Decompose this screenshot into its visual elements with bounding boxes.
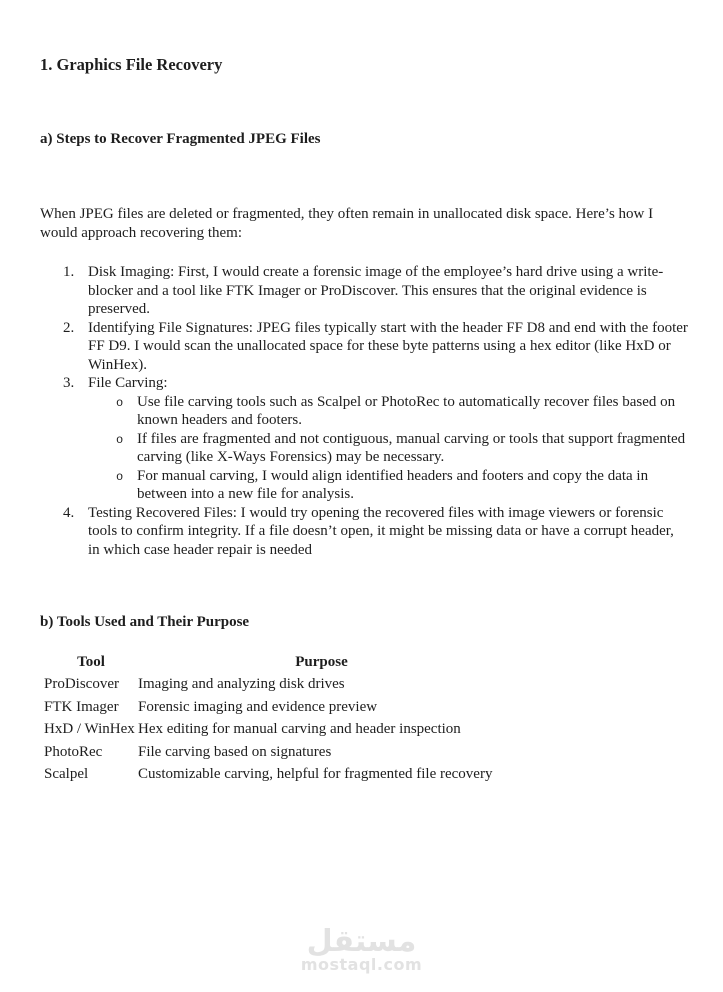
table-row — [44, 741, 688, 763]
document-content — [40, 55, 688, 785]
sub-text: For manual carving, I would align identified headers and footers and copy the data in between into a new file for analysis. — [137, 467, 649, 502]
tool-purpose: Imaging and analyzing disk drives — [138, 676, 345, 693]
table-row — [44, 763, 688, 785]
tool-purpose: Hex editing for manual carving and header inspection — [138, 721, 461, 738]
step-text: File Carving: — [88, 375, 168, 391]
step-number: 4. — [63, 504, 75, 521]
table-row — [44, 718, 688, 740]
intro-paragraph: When JPEG files are deleted or fragmented, they often remain in unallocated disk space. Here’s how I would approach recovering them: — [40, 206, 654, 241]
tool-purpose: Customizable carving, helpful for fragmented file recovery — [138, 766, 493, 783]
table-row — [44, 673, 688, 695]
tool-purpose: Forensic imaging and evidence preview — [138, 698, 378, 715]
step-number: 2. — [63, 319, 75, 336]
sub-bullet: o — [116, 469, 124, 484]
step-number: 1. — [63, 264, 75, 280]
tool-name: ProDiscover — [44, 676, 119, 693]
step-text: Testing Recovered Files: I would try opening the recovered files with image viewers or forensic tools to confirm integrity. If a file doesn’t open, it might be missing data or have a corrupt header, in which case header repair is needed — [88, 504, 674, 558]
sub-item-1 — [88, 393, 688, 430]
step-number: 3. — [63, 375, 75, 391]
tools-table — [44, 651, 688, 785]
file-carving-sublist — [88, 393, 688, 504]
sub-item-2 — [88, 430, 688, 467]
section-a-heading: a) Steps to Recover Fragmented JPEG Files — [40, 131, 321, 147]
sub-bullet: o — [116, 432, 124, 447]
sub-text: If files are fragmented and not contiguous, manual carving or tools that support fragmented carving (like X-Ways Forensics) may be necessary. — [137, 430, 686, 465]
mostaql-domain-text: mostaql.com — [300, 955, 423, 974]
tool-name: HxD / WinHex — [44, 721, 135, 738]
sub-item-3 — [88, 467, 688, 504]
sub-bullet: o — [116, 395, 124, 410]
sub-text: Use file carving tools such as Scalpel or PhotoRec to automatically recover files based on known headers and footers. — [137, 393, 676, 428]
tool-purpose: File carving based on signatures — [138, 743, 332, 760]
step-item-3 — [40, 374, 688, 504]
step-item-2 — [40, 319, 688, 375]
tool-name: FTK Imager — [44, 698, 119, 715]
page-title: 1. Graphics File Recovery — [40, 55, 223, 74]
tool-name: Scalpel — [44, 766, 89, 783]
step-text: Disk Imaging: First, I would create a forensic image of the employee’s hard drive using a write-blocker and a tool like FTK Imager or ProDiscover. This ensures that the original evidence is preserved. — [88, 264, 664, 317]
step-text: Identifying File Signatures: JPEG files typically start with the header FF D8 and end with the footer FF D9. I would scan the unallocated space for these byte patterns using a hex editor (like HxD or WinHex). — [88, 319, 688, 373]
step-item-1 — [40, 263, 688, 319]
section-b-heading: b) Tools Used and Their Purpose — [40, 614, 250, 630]
watermark — [0, 926, 723, 972]
recovery-steps-list — [40, 263, 688, 559]
table-header-tool: Tool — [77, 654, 105, 670]
mostaql-logo: مستقل — [306, 924, 417, 959]
tool-name: PhotoRec — [44, 743, 103, 760]
table-header-purpose: Purpose — [295, 654, 348, 670]
table-header-row — [44, 651, 688, 673]
table-row — [44, 696, 688, 718]
step-item-4 — [40, 504, 688, 560]
